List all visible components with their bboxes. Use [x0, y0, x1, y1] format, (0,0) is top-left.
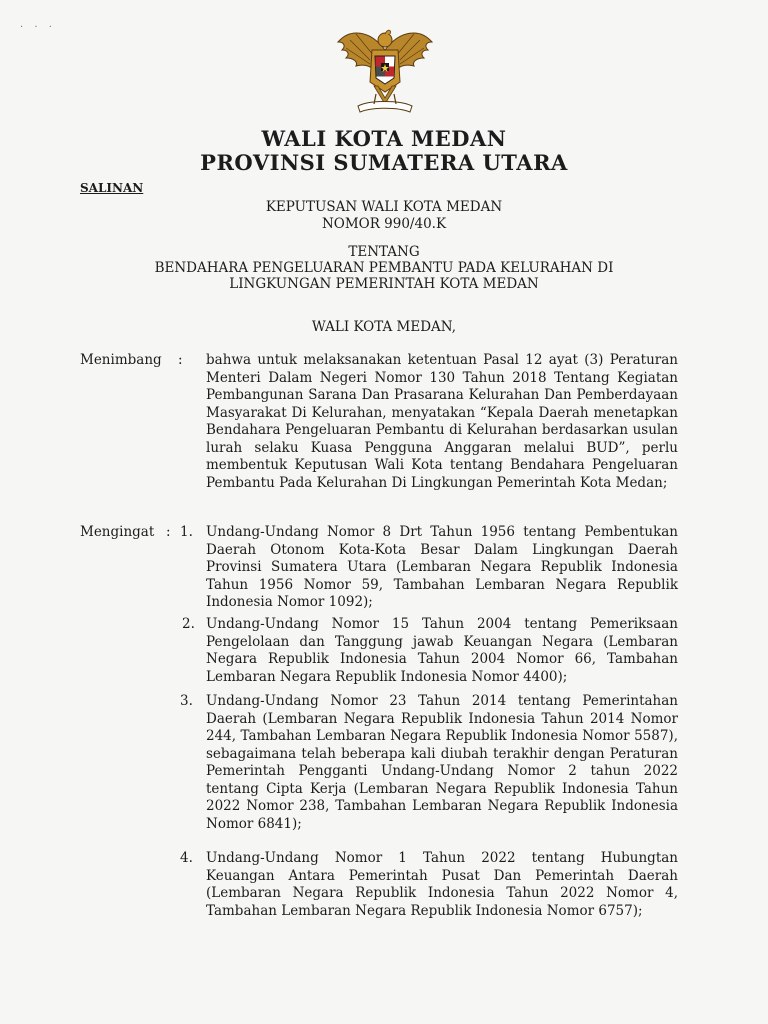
decree-issuer: WALI KOTA MEDAN,	[311, 319, 457, 335]
mengingat-label: Mengingat	[80, 524, 155, 540]
menimbang-text: bahwa untuk melaksanakan ketentuan Pasal 12 ayat (3) Peraturan Menteri Dalam Negeri Nomor 130 Tahun 2018 Tentang Kegiatan Pembangunan Sarana Dan Prasarana Kelurahan Dan Pemberdayaan Masyarakat Di Kelurahan, menyatakan “Kepala Daerah menetapkan Bendahara Pengeluaran Pembantu di Kelurahan berdasarkan usulan lurah selaku Kuasa Pengguna Anggaran melalui BUD”, perlu membentuk Keputusan Wali Kota tentang Bendahara Pengeluaran Pembantu Pada Kelurahan Di Lingkungan Pemerintah Kota Medan;	[206, 352, 678, 491]
mengingat-item-text: Undang-Undang Nomor 15 Tahun 2004 tentang Pemeriksaan Pengelolaan dan Tanggung jawab Keuangan Negara (Lembaran Negara Republik Indonesia Tahun 2004 Nomor 66, Tambahan Lembaran Negara Republik Indonesia Nomor 4400);	[206, 616, 678, 685]
mengingat-colon: :	[166, 524, 171, 540]
menimbang-colon: :	[178, 352, 183, 368]
mengingat-item-number: 3.	[180, 693, 193, 709]
decree-about: TENTANG	[348, 244, 420, 260]
decree-subject-line1: BENDAHARA PENGELUARAN PEMBANTU PADA KELURAHAN DI	[154, 260, 614, 276]
mengingat-item-number: 2.	[182, 616, 195, 632]
scan-corner-marks: · · ·	[20, 22, 56, 33]
menimbang-label: Menimbang	[80, 352, 162, 368]
mengingat-item-text: Undang-Undang Nomor 1 Tahun 2022 tentang Hubungtan Keuangan Antara Pemerintah Pusat Dan Pemerintah Daerah (Lembaran Negara Republik Indonesia Tahun 2022 Nomor 4, Tambahan Lembaran Negara Republik Indonesia Nomor 6757);	[206, 850, 678, 919]
mengingat-item-number: 4.	[180, 850, 193, 866]
document-title-line2: PROVINSI SUMATERA UTARA	[200, 150, 568, 175]
mengingat-item-text: Undang-Undang Nomor 23 Tahun 2014 tentang Pemerintahan Daerah (Lembaran Negara Republik Indonesia Tahun 2014 Nomor 244, Tambahan Lembaran Negara Republik Indonesia Nomor 5587), sebagaimana telah beberapa kali diubah terakhir dengan Peraturan Pemerintah Pengganti Undang-Undang Nomor 2 tahun 2022 tentang Cipta Kerja (Lembaran Negara Republik Indonesia Tahun 2022 Nomor 238, Tambahan Lembaran Negara Republik Indonesia Nomor 6841);	[206, 693, 678, 832]
copy-label: SALINAN	[80, 181, 144, 195]
decree-title: KEPUTUSAN WALI KOTA MEDAN	[265, 199, 503, 215]
document-title-line1: WALI KOTA MEDAN	[261, 126, 507, 151]
decree-subject-line2: LINGKUNGAN PEMERINTAH KOTA MEDAN	[229, 276, 539, 292]
mengingat-item-text: Undang-Undang Nomor 8 Drt Tahun 1956 tentang Pembentukan Daerah Otonom Kota-Kota Besar Dalam Lingkungan Daerah Provinsi Sumatera Utara (Lembaran Negara Republik Indonesia Tahun 1956 Nomor 59, Tambahan Lembaran Negara Republik Indonesia Nomor 1092);	[206, 524, 678, 610]
decree-number: NOMOR 990/40.K	[321, 216, 447, 232]
mengingat-item-number: 1.	[180, 524, 193, 540]
garuda-emblem-icon	[330, 20, 440, 120]
